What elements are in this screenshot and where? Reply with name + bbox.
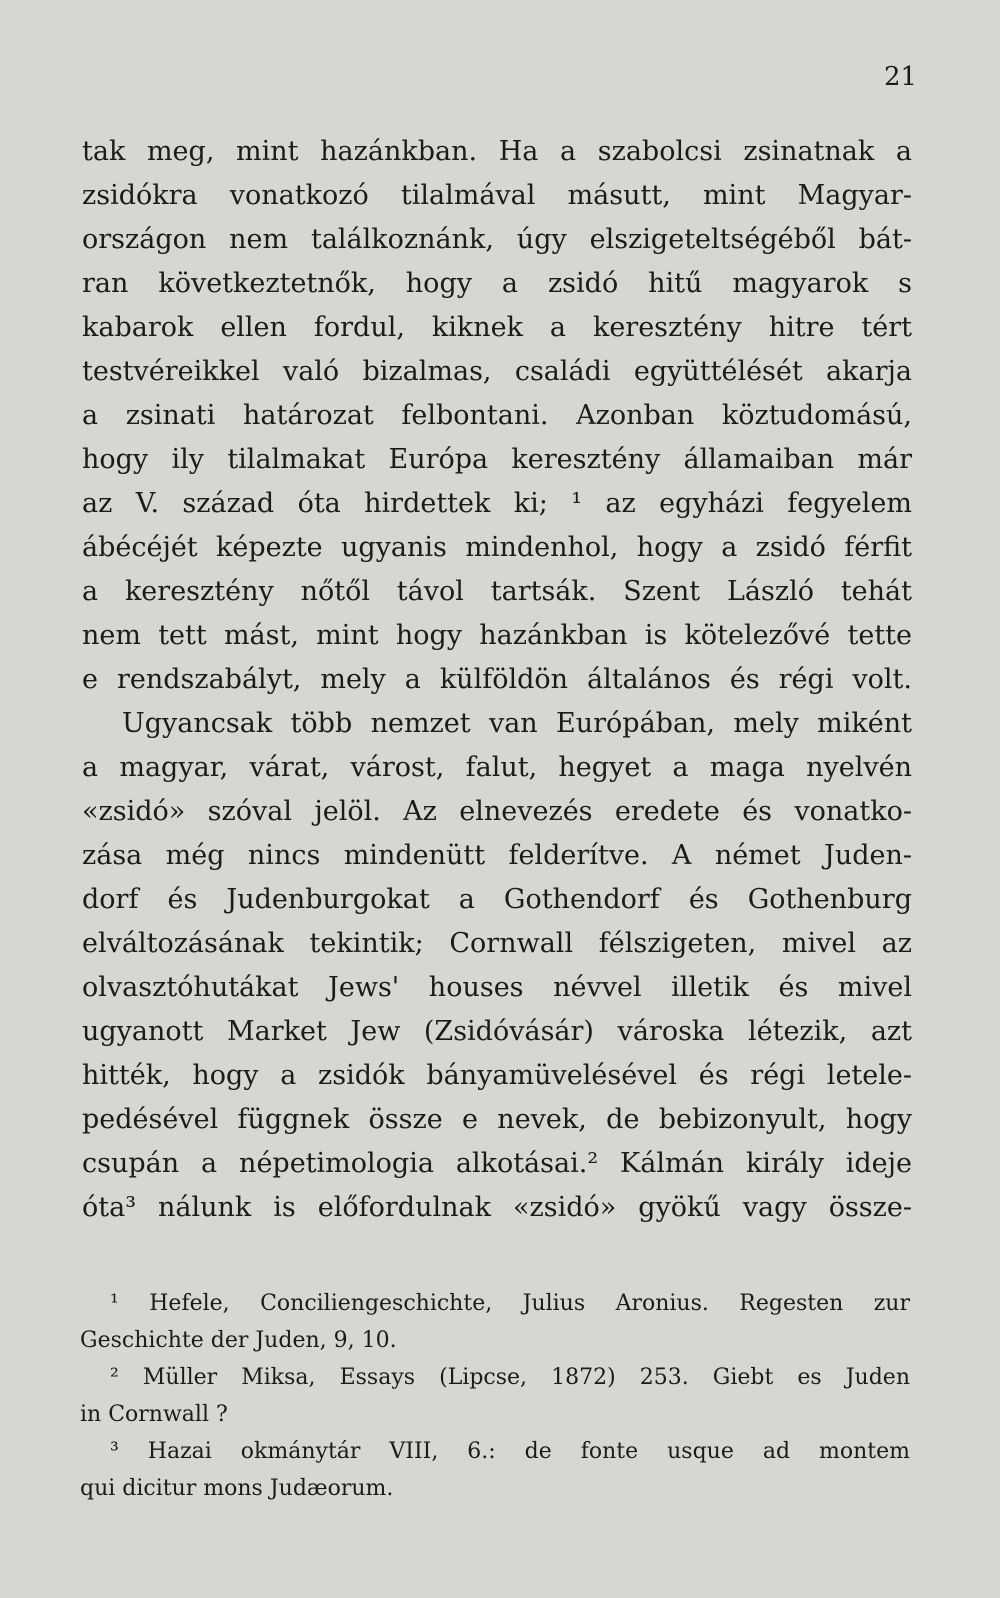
text-line: e rendszabályt, mely a külföldön általános és régi volt. [82, 664, 912, 695]
text-line: ábécéjét képezte ugyanis mindenhol, hogy a zsidó férfit [82, 532, 912, 563]
text-line: elváltozásának tekintik; Cornwall félszigeten, mivel az [82, 928, 912, 959]
text-line: pedésével függnek össze e nevek, de bebizonyult, hogy [82, 1104, 912, 1135]
text-line: csupán a népetimologia alkotásai.² Kálmán király ideje [82, 1148, 912, 1179]
text-line: kabarok ellen fordul, kiknek a keresztény hitre tért [82, 312, 912, 343]
text-line: tak meg, mint hazánkban. Ha a szabolcsi zsinatnak a [82, 136, 912, 167]
page-number: 21 [884, 62, 918, 92]
text-line-paragraph-start: Ugyancsak több nemzet van Európában, mely miként [122, 708, 912, 739]
text-line: hitték, hogy a zsidók bányamüvelésével és régi letele- [82, 1060, 912, 1091]
body-text [82, 130, 912, 1230]
text-line: zása még nincs mindenütt felderítve. A német Juden- [82, 840, 912, 871]
text-line: dorf és Judenburgokat a Gothendorf és Gothenburg [82, 884, 912, 915]
text-line: zsidókra vonatkozó tilalmával másutt, mint Magyar- [82, 180, 912, 211]
text-line: a zsinati határozat felbontani. Azonban köztudomású, [82, 400, 912, 431]
footnote-1-continued: Geschichte der Juden, 9, 10. [80, 1328, 397, 1353]
text-line: a magyar, várat, várost, falut, hegyet a maga nyelvén [82, 752, 912, 783]
text-line: «zsidó» szóval jelöl. Az elnevezés eredete és vonatko- [82, 796, 912, 827]
footnote-1: ¹ Hefele, Conciliengeschichte, Julius Aronius. Regesten zur [110, 1291, 910, 1316]
footnote-3: ³ Hazai okmánytár VIII, 6.: de fonte usque ad montem [110, 1439, 910, 1464]
text-line: óta³ nálunk is előfordulnak «zsidó» gyökű vagy össze- [82, 1192, 912, 1223]
footnote-2-continued: in Cornwall ? [80, 1402, 228, 1427]
text-line: az V. század óta hirdettek ki; ¹ az egyházi fegyelem [82, 488, 912, 519]
footnote-2: ² Müller Miksa, Essays (Lipcse, 1872) 253. Giebt es Juden [110, 1365, 910, 1390]
text-line: olvasztóhutákat Jews' houses névvel illetik és mivel [82, 972, 912, 1003]
footnotes [80, 1285, 910, 1507]
text-line: testvéreikkel való bizalmas, családi együttélését akarja [82, 356, 912, 387]
text-line: ran következtetnők, hogy a zsidó hitű magyarok s [82, 268, 912, 299]
text-line: országon nem találkoznánk, úgy elszigeteltségéből bát- [82, 224, 912, 255]
footnote-3-continued: qui dicitur mons Judæorum. [80, 1476, 394, 1501]
text-line: nem tett mást, mint hogy hazánkban is kötelezővé tette [82, 620, 912, 651]
text-line: ugyanott Market Jew (Zsidóvásár) városka létezik, azt [82, 1016, 912, 1047]
text-line: hogy ily tilalmakat Európa keresztény államaiban már [82, 444, 912, 475]
text-line: a keresztény nőtől távol tartsák. Szent László tehát [82, 576, 912, 607]
